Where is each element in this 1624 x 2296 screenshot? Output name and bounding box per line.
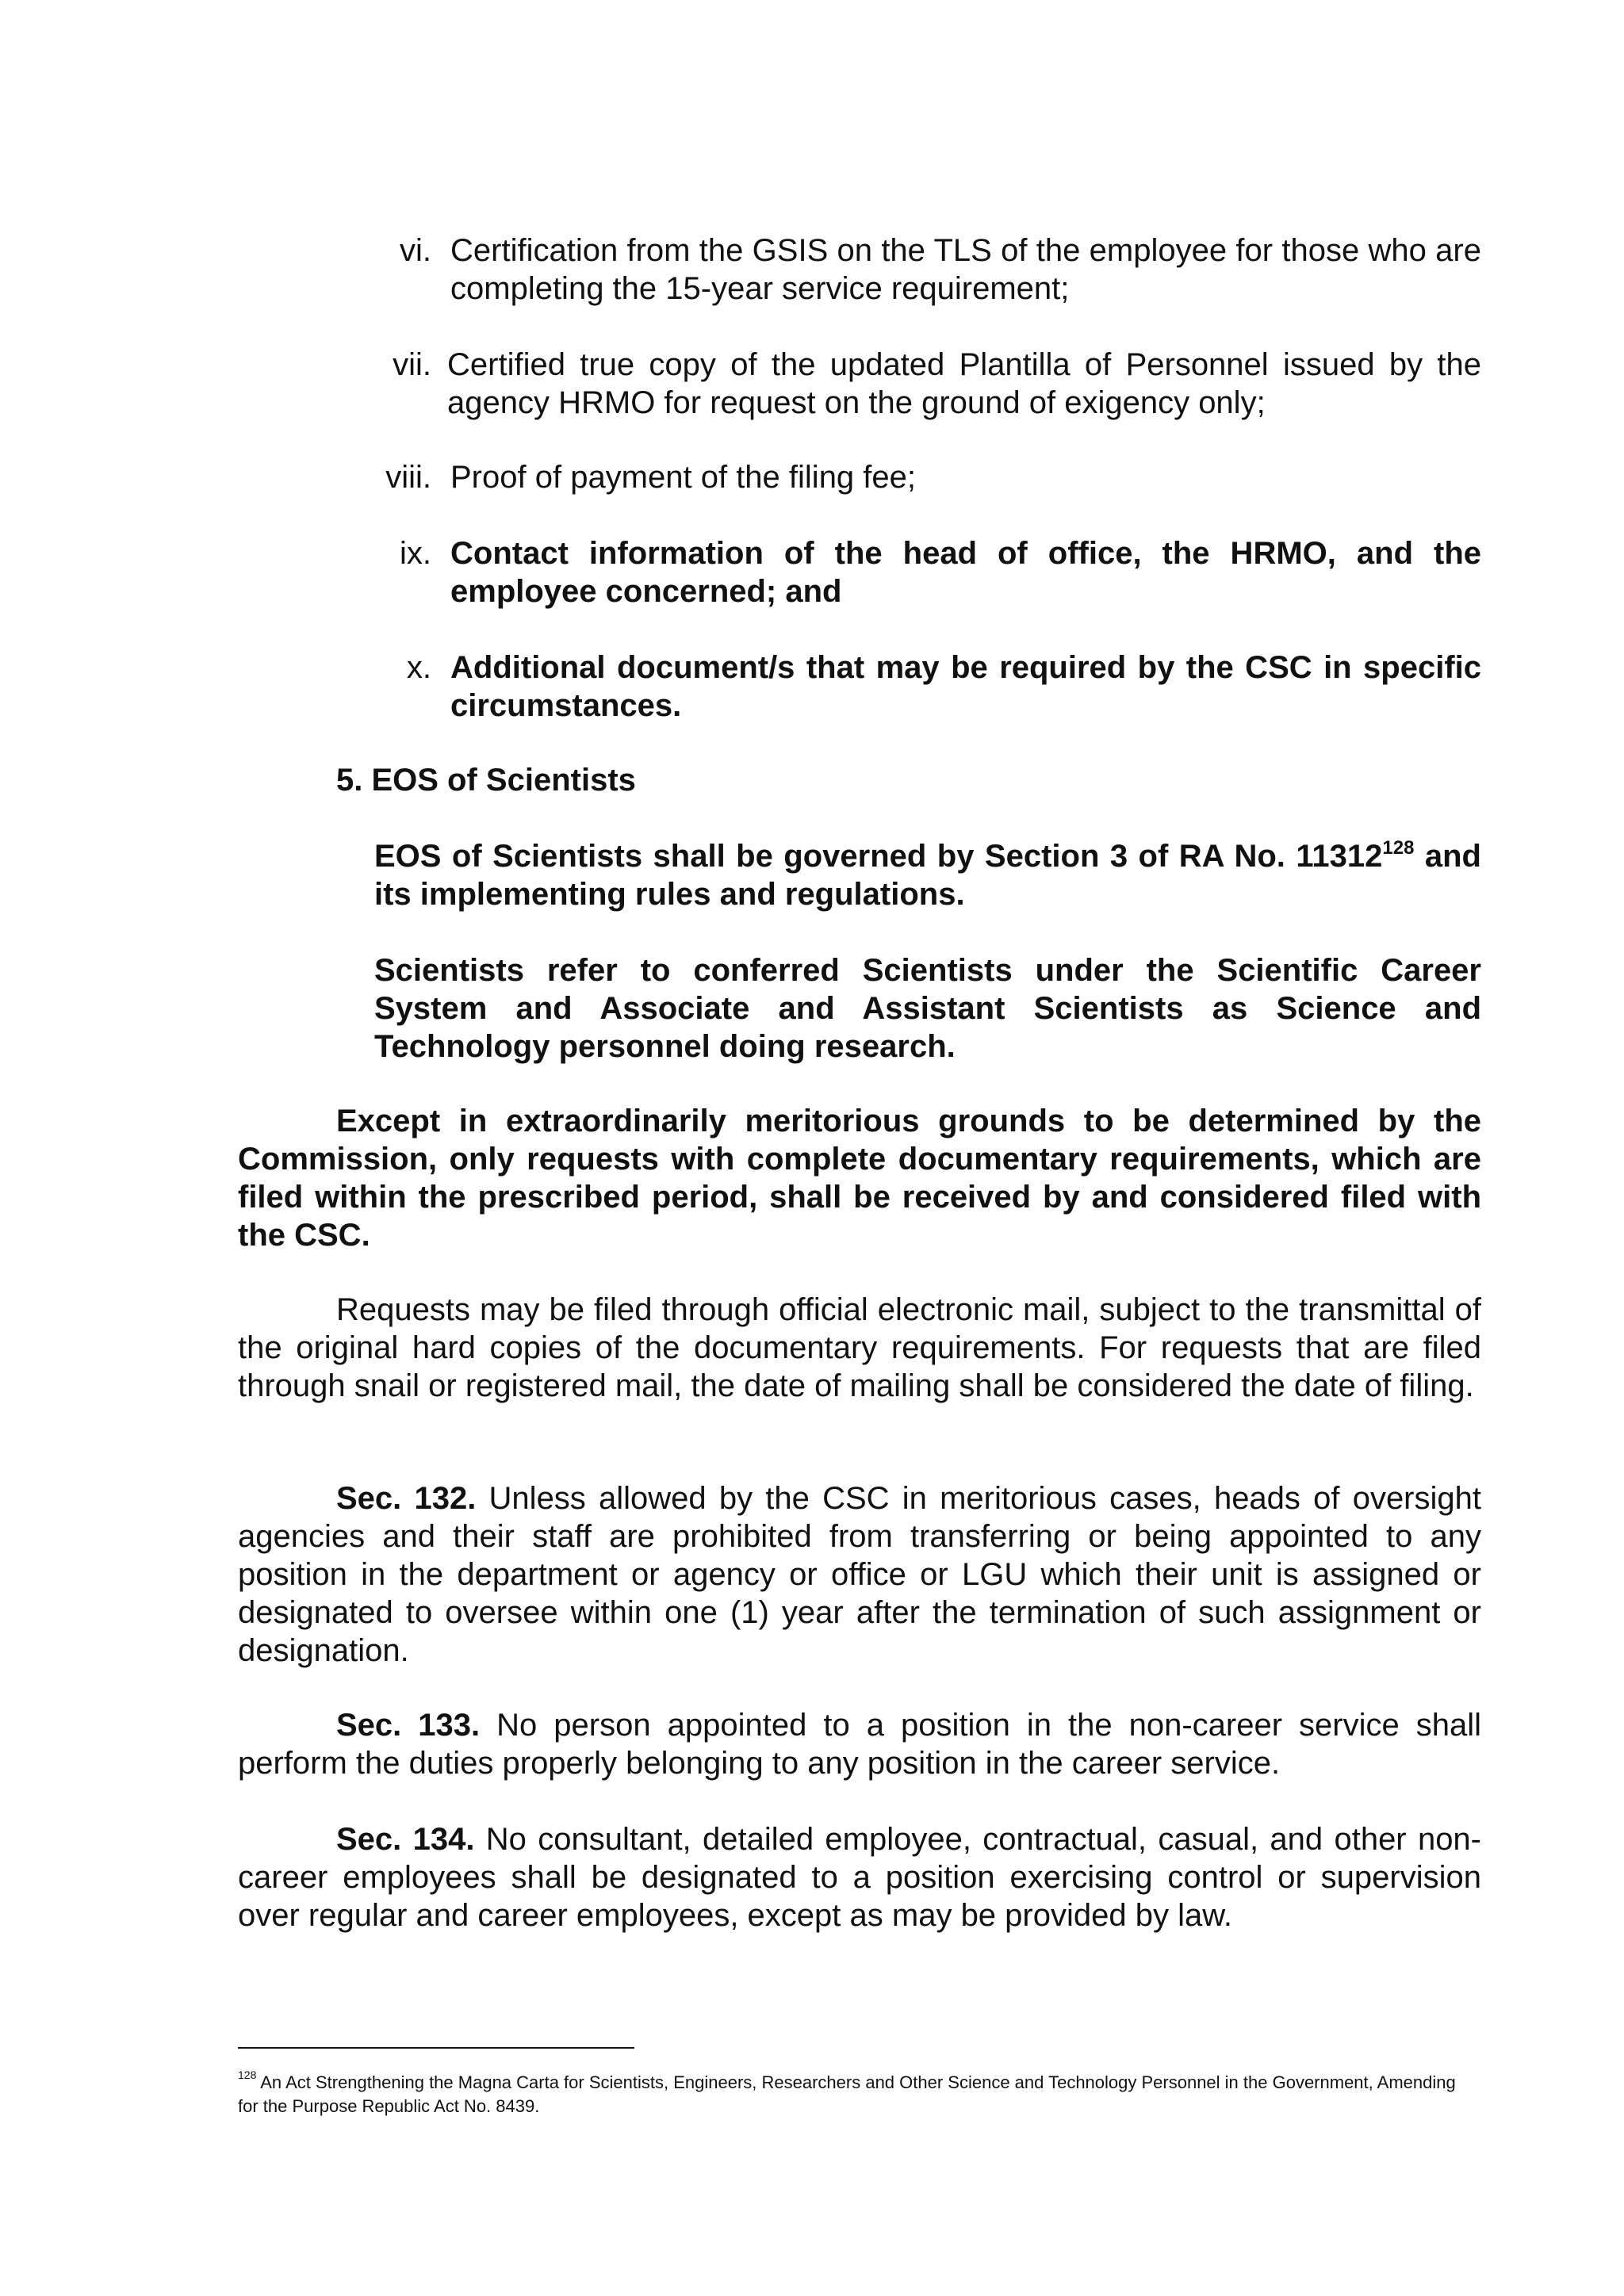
list-item-number: x. — [406, 650, 431, 685]
section-paragraph-text: and its implementing rules and regulations. — [374, 839, 1481, 912]
list-item-text: Proof of payment of the filing fee; — [450, 460, 917, 495]
body-paragraph: Requests may be filed through official electronic mail, subject to the transmittal of the original hard copies of the documentary requirements. For requests that are filed through snail or registered mail, the date of mailing shall be considered the date of filing. — [238, 1292, 1481, 1403]
list-item-text: Certified true copy of the updated Plantilla of Personnel issued by the agency HRMO for request on the ground of exigency only; — [447, 347, 1481, 420]
footnote-number: 128 — [238, 2068, 257, 2081]
section-paragraph — [238, 1820, 1481, 1934]
footnote-text: An Act Strengthening the Magna Carta for Scientists, Engineers, Researchers and Other Science and Technology Personnel in the Government, Amending for the Purpose Republic Act No. 8439. — [238, 2072, 1456, 2116]
section-paragraph — [374, 837, 1481, 913]
section-text: Unless allowed by the CSC in meritorious cases, heads of oversight agencies and their staff are prohibited from transferring or being appointed to any position in the department or agency or office or LGU which their unit is assigned or designated to oversee within one (1) year after the termination of such assignment or designation. — [238, 1481, 1481, 1668]
list-item-number: vii. — [393, 347, 431, 382]
list-item-number: vi. — [400, 233, 431, 268]
list-item-text: Additional document/s that may be required by the CSC in specific circumstances. — [450, 650, 1481, 723]
section-paragraph — [238, 1479, 1481, 1670]
section-label: Sec. 133. — [336, 1708, 481, 1743]
list-item-text: Contact information of the head of office, the HRMO, and the employee concerned; and — [450, 536, 1481, 609]
list-item-number: viii. — [385, 460, 431, 495]
section-label: Sec. 134. — [336, 1822, 475, 1857]
footnote-divider — [238, 2047, 634, 2049]
section-paragraph: Scientists refer to conferred Scientists under the Scientific Career System and Associate and Assistant Scientists as Science and Technology personnel doing research. — [374, 953, 1481, 1064]
section-text: No person appointed to a position in the non-career service shall perform the duties properly belonging to any position in the career service. — [238, 1708, 1482, 1781]
list-item-text: Certification from the GSIS on the TLS of the employee for those who are completing the 15-year service requirement; — [450, 233, 1481, 306]
section-paragraph — [238, 1706, 1481, 1782]
section-label: Sec. 132. — [336, 1481, 477, 1516]
section-heading: 5. EOS of Scientists — [336, 763, 636, 798]
list-item-number: ix. — [400, 536, 431, 571]
section-paragraph-text: EOS of Scientists shall be governed by Section 3 of RA No. 11312 — [374, 839, 1383, 874]
footnote — [238, 2068, 1475, 2118]
footnote-reference: 128 — [1382, 836, 1415, 859]
section-text: No consultant, detailed employee, contractual, casual, and other non-career employees shall be designated to a position exercising control or supervision over regular and career employees, except as may be provided by law. — [238, 1822, 1482, 1933]
body-paragraph: Except in extraordinarily meritorious grounds to be determined by the Commission, only requests with complete documentary requirements, which are filed within the prescribed period, shall be received by and considered filed with the CSC. — [238, 1104, 1481, 1253]
